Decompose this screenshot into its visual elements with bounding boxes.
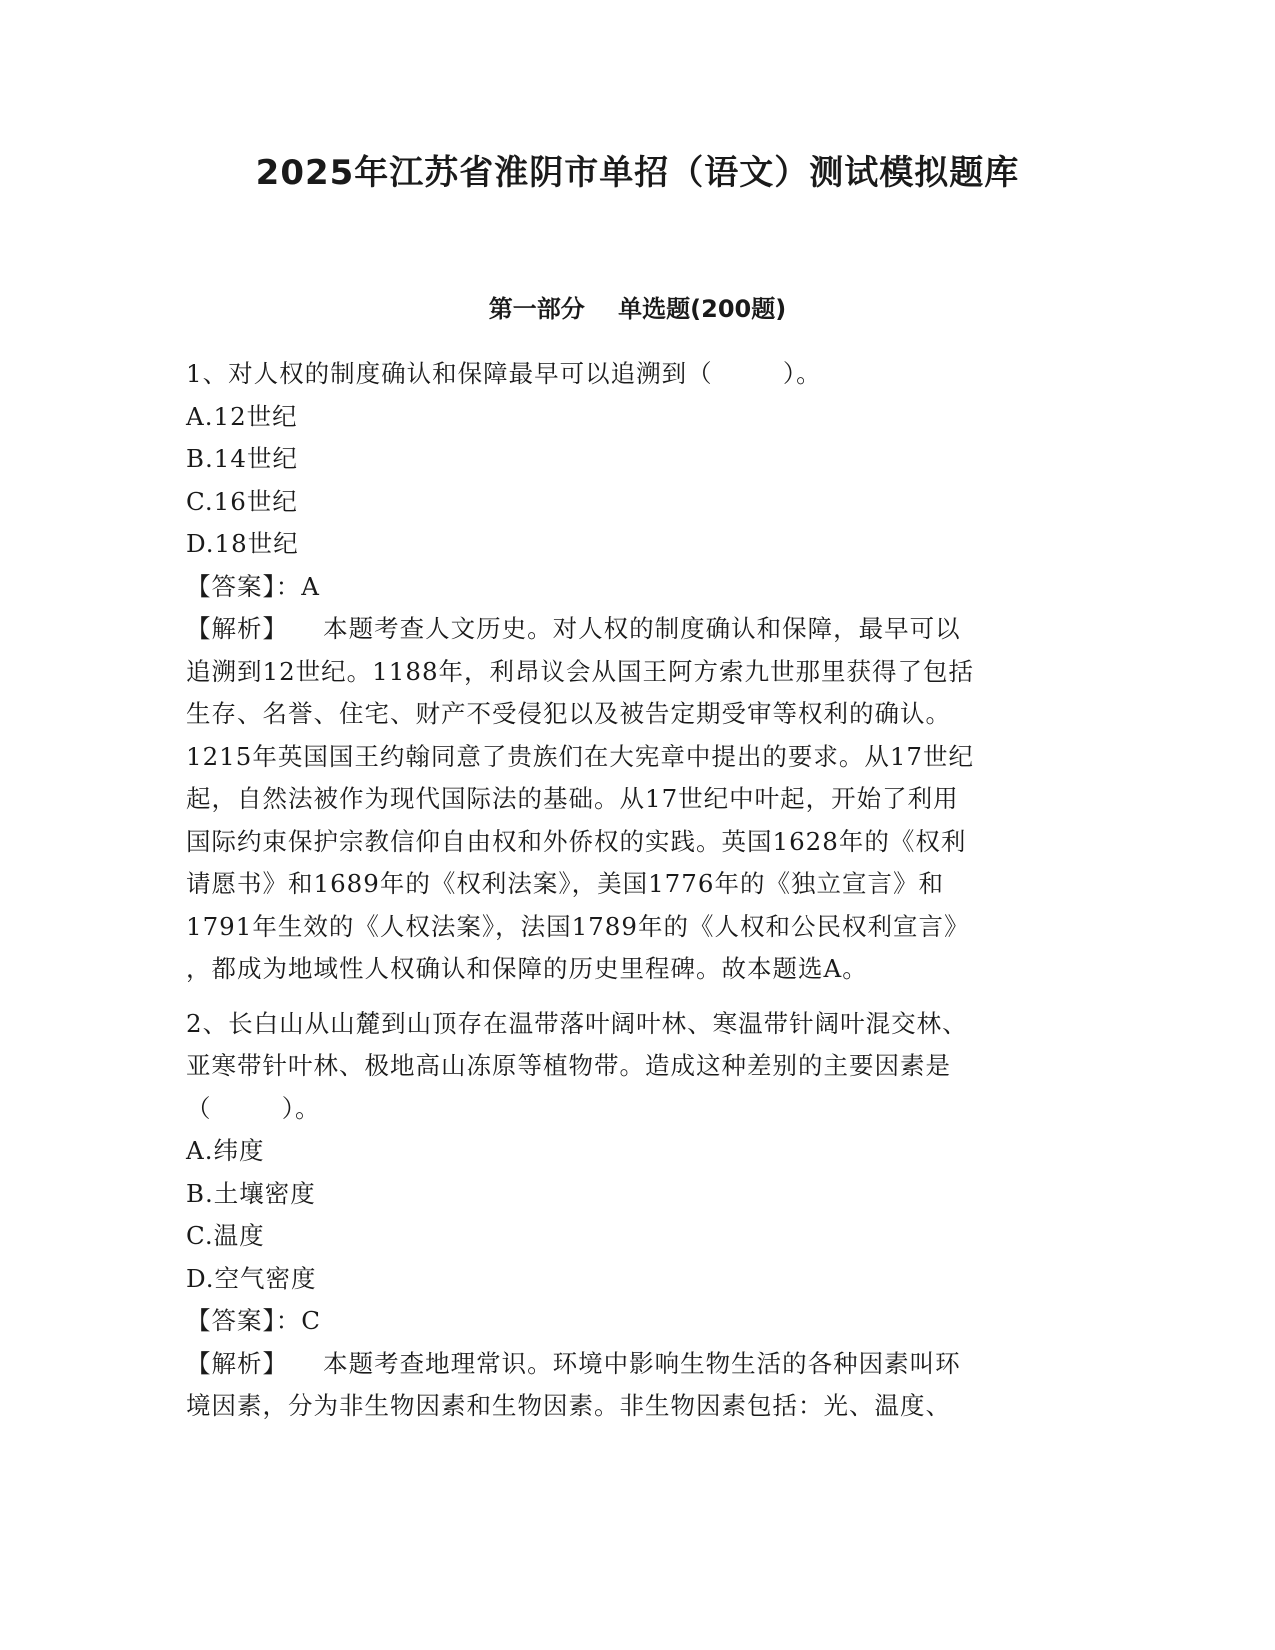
- document-title: 2025年江苏省淮阴市单招（语文）测试模拟题库: [255, 153, 1020, 193]
- analysis-line: 起，自然法被作为现代国际法的基础。从17世纪中叶起，开始了利用: [186, 784, 959, 813]
- analysis-line: 1791年生效的《人权法案》，法国1789年的《人权和公民权利宣言》: [186, 911, 970, 941]
- analysis-line: 追溯到12世纪。1188年，利昂议会从国王阿方索九世那里获得了包括: [186, 656, 975, 686]
- answer: 【答案】：C: [186, 1306, 321, 1335]
- analysis-label: 【解析】: [186, 1348, 288, 1378]
- analysis-line: 请愿书》和1689年的《权利法案》，美国1776年的《独立宣言》和: [186, 869, 944, 898]
- analysis-line: 本题考查人文历史。对人权的制度确认和保障，最早可以: [288, 614, 961, 643]
- question-stem-line: （ ）。: [186, 1093, 321, 1123]
- option-c: C.温度: [186, 1221, 265, 1250]
- analysis-label: 【解析】: [186, 614, 288, 643]
- option-b: B.土壤密度: [186, 1178, 316, 1208]
- option-b: B.14世纪: [186, 444, 298, 473]
- question-stem-line: 2、长白山从山麓到山顶存在温带落叶阔叶林、寒温带针阔叶混交林、: [186, 1008, 968, 1038]
- option-a: A.12世纪: [186, 401, 298, 431]
- section-title: 第一部分 单选题(200题): [488, 295, 787, 323]
- option-d: D.空气密度: [186, 1263, 317, 1293]
- option-a: A.纬度: [186, 1136, 265, 1165]
- analysis-line: 本题考查地理常识。环境中影响生物生活的各种因素叫环: [288, 1348, 961, 1378]
- analysis-line: ，都成为地域性人权确认和保障的历史里程碑。故本题选A。: [186, 954, 868, 983]
- analysis: [186, 1343, 1086, 1428]
- question-stem-line: 亚寒带针叶林、极地高山冻原等植物带。造成这种差别的主要因素是: [186, 1051, 951, 1080]
- question-item: [186, 353, 1086, 991]
- question-stem: 1、对人权的制度确认和保障最早可以追溯到（ ）。: [186, 359, 822, 388]
- question-item: [186, 1003, 1086, 1428]
- analysis-line: 1215年英国国王约翰同意了贵族们在大宪章中提出的要求。从17世纪: [186, 741, 975, 771]
- option-c: C.16世纪: [186, 486, 298, 516]
- question-list: [186, 353, 1086, 1440]
- option-d: D.18世纪: [186, 529, 299, 558]
- analysis-line: 国际约束保护宗教信仰自由权和外侨权的实践。英国1628年的《权利: [186, 826, 967, 856]
- answer: 【答案】：A: [186, 571, 320, 601]
- analysis: [186, 608, 1086, 991]
- analysis-line: 生存、名誉、住宅、财产不受侵犯以及被告定期受审等权利的确认。: [186, 699, 951, 728]
- analysis-line: 境因素，分为非生物因素和生物因素。非生物因素包括：光、温度、: [186, 1391, 951, 1420]
